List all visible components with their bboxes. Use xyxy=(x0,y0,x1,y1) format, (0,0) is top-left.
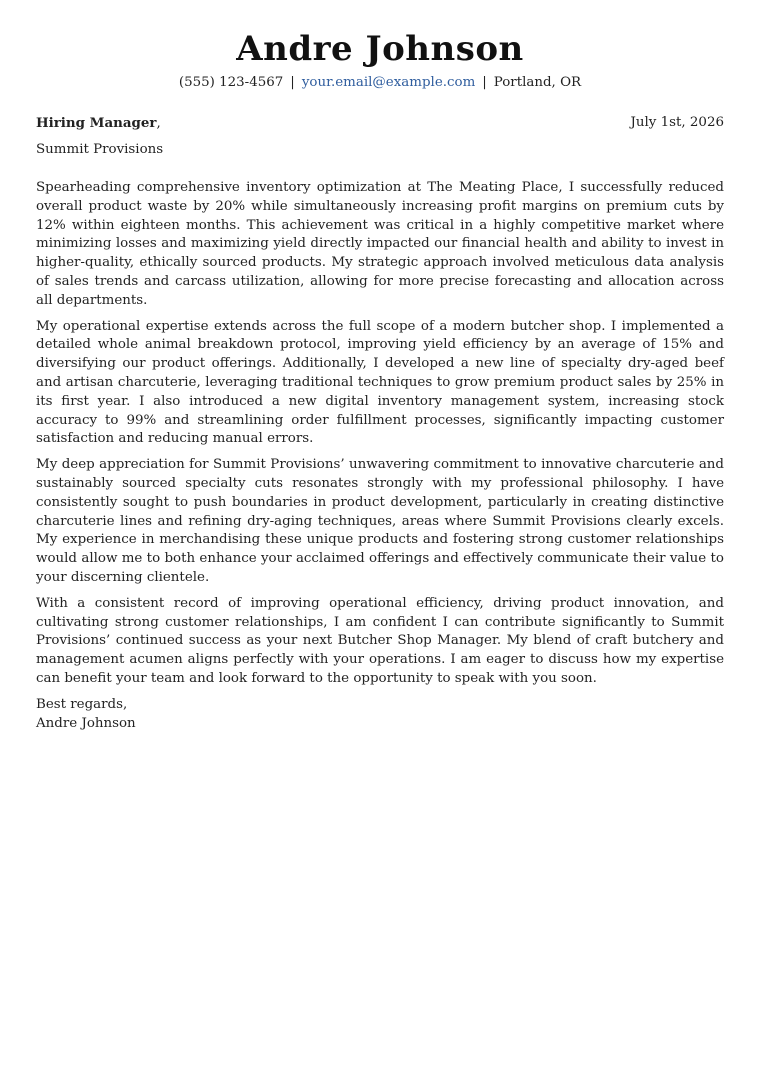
separator: | xyxy=(290,75,295,90)
body-paragraph: My deep appreciation for Summit Provisions’ unwavering commitment to innovative charcuterie and sustainably sourced specialty cuts resonates strongly with my professional philosophy. I have consistently sought to push boundaries in product development, particularly in creating distinctive charcuterie lines and refining dry-aging techniques, areas where Summit Provisions clearly excels. My experience in merchandising these unique products and fostering strong customer relationships would allow me to both enhance your acclaimed offerings and effectively communicate their value to your discerning clientele. xyxy=(36,457,724,585)
body-paragraph: With a consistent record of improving operational efficiency, driving product innovation, and cultivating strong customer relationships, I am confident I can contribute significantly to Summit Provisions’ continued success as your next Butcher Shop Manager. My blend of craft butchery and management acumen aligns perfectly with your operations. I am eager to discuss how my expertise can benefit your team and look forward to the opportunity to speak with you soon. xyxy=(36,595,724,686)
letter-body xyxy=(36,179,724,689)
contact-line xyxy=(36,74,724,92)
location: Portland, OR xyxy=(493,75,582,90)
body-paragraph: Spearheading comprehensive inventory optimization at The Meating Place, I successfully reduced overall product waste by 20% while simultaneously increasing profit margins on premium cuts by 12% within eighteen months. This achievement was critical in a highly competitive market where minimizing losses and maximizing yield directly impacted our financial health and ability to invest in higher-quality, ethically sourced products. My strategic approach involved meticulous data analysis of sales trends and carcass utilization, allowing for more precise forecasting and allocation across all departments. xyxy=(36,180,724,308)
signature-name: Andre Johnson xyxy=(36,715,136,731)
separator: | xyxy=(482,75,487,90)
recipient-name: Hiring Manager xyxy=(36,115,157,131)
recipient-date-row xyxy=(36,114,724,133)
recipient-comma: , xyxy=(156,116,161,131)
company-name: Summit Provisions xyxy=(36,142,164,157)
closing-salutation: Best regards, xyxy=(36,696,128,712)
closing-block xyxy=(36,696,724,734)
letter-date: July 1st, 2026 xyxy=(630,115,724,130)
applicant-name: Andre Johnson xyxy=(236,29,524,69)
recipient-line xyxy=(36,114,161,133)
body-paragraph: My operational expertise extends across the full scope of a modern butcher shop. I implemented a detailed whole animal breakdown protocol, improving yield efficiency by an average of 15% and diversifying our product offerings. Additionally, I developed a new line of specialty dry-aged beef and artisan charcuterie, leveraging traditional techniques to grow premium product sales by 25% in its first year. I also introduced a new digital inventory management system, increasing stock accuracy to 99% and streamlining order fulfillment processes, significantly impacting customer satisfaction and reducing manual errors. xyxy=(36,318,724,447)
phone-number: (555) 123-4567 xyxy=(178,75,284,90)
email-link[interactable]: your.email@example.com xyxy=(301,75,476,90)
